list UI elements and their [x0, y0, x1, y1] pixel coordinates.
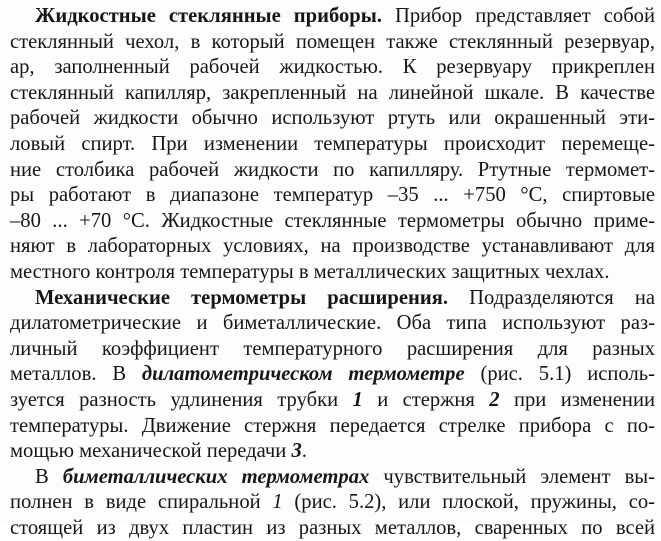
text-span: . [301, 440, 307, 463]
text-line [10, 490, 655, 516]
heading-liquid-glass-instruments: Жидкостные стеклянные приборы. [35, 5, 382, 27]
text-span: ры работают в диапазоне температур –35 ... +750 °С, спиртовые [10, 184, 655, 207]
text-span: мощью механической передачи [10, 440, 292, 463]
text-line [10, 260, 655, 286]
text-line [35, 286, 655, 312]
heading-mechanical-thermometers: Механические термометры расширения. [35, 286, 449, 309]
text-line [35, 465, 655, 491]
text-line [10, 55, 655, 81]
text-span: няют в лабораторных условиях, на производстве устанавливают для [10, 235, 655, 258]
paragraph-liquid-glass-thermometers [10, 4, 655, 30]
text-span: Подразделяются на [448, 286, 655, 309]
text-span: В [35, 465, 63, 488]
text-span: металлов. В [10, 363, 142, 386]
text-span: ние столбика рабочей жидкости по капилляру. Ртутные термомет- [10, 158, 655, 181]
text-span: –80 ... +70 °С. Жидкостные стеклянные термометры обычно приме- [10, 209, 655, 232]
text-line [35, 4, 655, 30]
text-line [10, 81, 655, 107]
paragraph-bimetallic-thermometers-cont [10, 490, 655, 541]
paragraph-mechanical-thermometers-cont [10, 311, 655, 465]
figure-ref-2: 2 [489, 388, 500, 411]
text-line [10, 362, 655, 388]
text-span: температуры. Движение стержня передается стрелке прибора с по- [10, 414, 655, 437]
text-line [10, 183, 655, 209]
text-line [10, 516, 655, 541]
text-span: рабочей жидкости обычно используют ртуть или окрашенный эти- [10, 107, 655, 130]
text-span: зуется разность удлинения трубки [10, 388, 353, 411]
text-span: при изменении [499, 388, 655, 411]
text-span: личный коэффициент температурного расширения для разных [10, 337, 655, 360]
text-span: стеклянный капилляр, закрепленный на линейной шкале. В качестве [10, 81, 655, 104]
text-span: дилатометрические и биметаллические. Оба типа используют раз- [10, 312, 655, 335]
text-line [10, 106, 655, 132]
text-span: Прибор представляет собой [381, 5, 655, 27]
text-span: полнен в виде спиральной [10, 491, 273, 514]
text-span: стоящей из двух пластин из разных металлов, сваренных по всей [10, 516, 655, 539]
text-line [10, 132, 655, 158]
text-span: ловый спирт. При изменении температуры происходит перемеще- [10, 132, 655, 155]
figure-ref-1: 1 [352, 388, 363, 411]
text-span: (рис. 5.1) исполь- [464, 363, 655, 386]
text-span: ар, заполненный рабочей жидкостью. К резервуару прикреплен [10, 56, 655, 79]
paragraph-liquid-glass-thermometers-cont [10, 30, 655, 286]
figure-ref-1: 1 [272, 491, 283, 514]
text-line [10, 337, 655, 363]
text-line [10, 388, 655, 414]
term-dilatometric-thermometer: дилатометрическом термометре [141, 363, 465, 386]
text-line [10, 234, 655, 260]
text-line [10, 439, 655, 465]
text-span: местного контроля температуры в металлических защитных чехлах. [10, 260, 610, 283]
text-line [10, 30, 655, 56]
text-line [10, 158, 655, 184]
paragraph-mechanical-thermometers [10, 286, 655, 312]
text-line [10, 209, 655, 235]
paragraph-bimetallic-thermometers [10, 465, 655, 491]
figure-ref-3: 3 [291, 440, 302, 463]
text-span: и стержня [362, 388, 490, 411]
term-bimetallic-thermometers: биметаллических термометрах [62, 465, 370, 488]
text-line [10, 311, 655, 337]
text-span: чувствительный элемент вы- [369, 465, 656, 488]
text-span: (рис. 5.2), или плоской, пружины, со- [282, 491, 655, 514]
text-line [10, 414, 655, 440]
text-span: стеклянный чехол, в который помещен также стеклянный резервуар, [10, 30, 655, 53]
